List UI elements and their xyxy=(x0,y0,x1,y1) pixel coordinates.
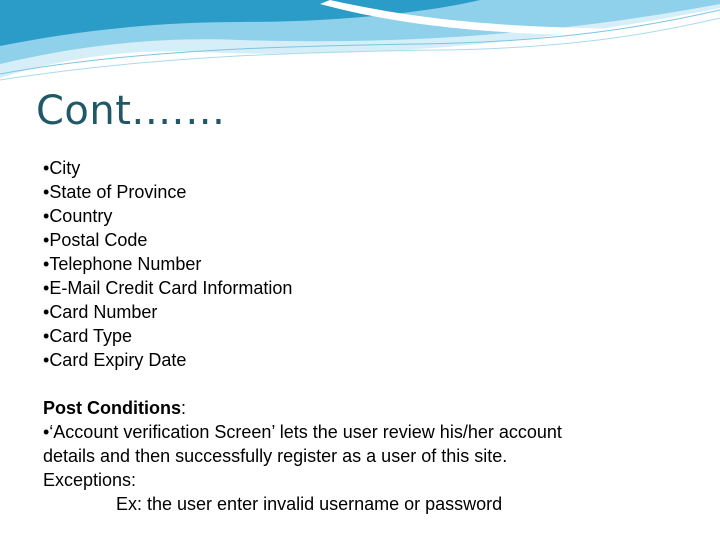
list-item xyxy=(43,228,292,252)
bullet-glyph: • xyxy=(43,230,50,250)
list-item xyxy=(43,348,292,372)
bullet-glyph: • xyxy=(43,350,50,370)
list-item xyxy=(43,156,292,180)
list-item-text: Telephone Number xyxy=(49,254,202,274)
list-item xyxy=(43,276,292,300)
post-conditions-block xyxy=(43,396,683,516)
bullet-glyph: • xyxy=(43,182,50,202)
bullet-glyph: • xyxy=(43,326,50,346)
exceptions-label: Exceptions: xyxy=(43,470,137,490)
list-item-text: E-Mail Credit Card Information xyxy=(49,278,293,298)
list-item xyxy=(43,324,292,348)
bullet-glyph: • xyxy=(43,158,50,178)
heading-colon: : xyxy=(181,398,187,418)
list-item-text: Card Expiry Date xyxy=(49,350,187,370)
bullet-glyph: • xyxy=(43,254,50,274)
list-item xyxy=(43,204,292,228)
exception-example: Ex: the user enter invalid username or password xyxy=(116,494,503,514)
list-item-text: Card Number xyxy=(49,302,158,322)
bullet-glyph: • xyxy=(43,278,50,298)
post-conditions-heading-line xyxy=(43,396,683,420)
list-item-text: City xyxy=(49,158,81,178)
list-item-text: Card Type xyxy=(49,326,133,346)
list-item-text: State of Province xyxy=(49,182,187,202)
post-conditions-line-1: •‘Account verification Screen’ lets the user review his/her account xyxy=(43,422,562,442)
header-wave-decoration xyxy=(0,0,720,90)
post-conditions-heading: Post Conditions xyxy=(43,398,181,418)
slide-title: Cont.…… xyxy=(36,88,226,134)
bullet-glyph: • xyxy=(43,302,50,322)
list-item-text: Postal Code xyxy=(49,230,148,250)
list-item-text: Country xyxy=(49,206,113,226)
list-item xyxy=(43,300,292,324)
list-item xyxy=(43,252,292,276)
post-conditions-line-2: details and then successfully register as a user of this site. xyxy=(43,446,508,466)
field-list xyxy=(43,156,292,372)
list-item xyxy=(43,180,292,204)
bullet-glyph: • xyxy=(43,206,50,226)
